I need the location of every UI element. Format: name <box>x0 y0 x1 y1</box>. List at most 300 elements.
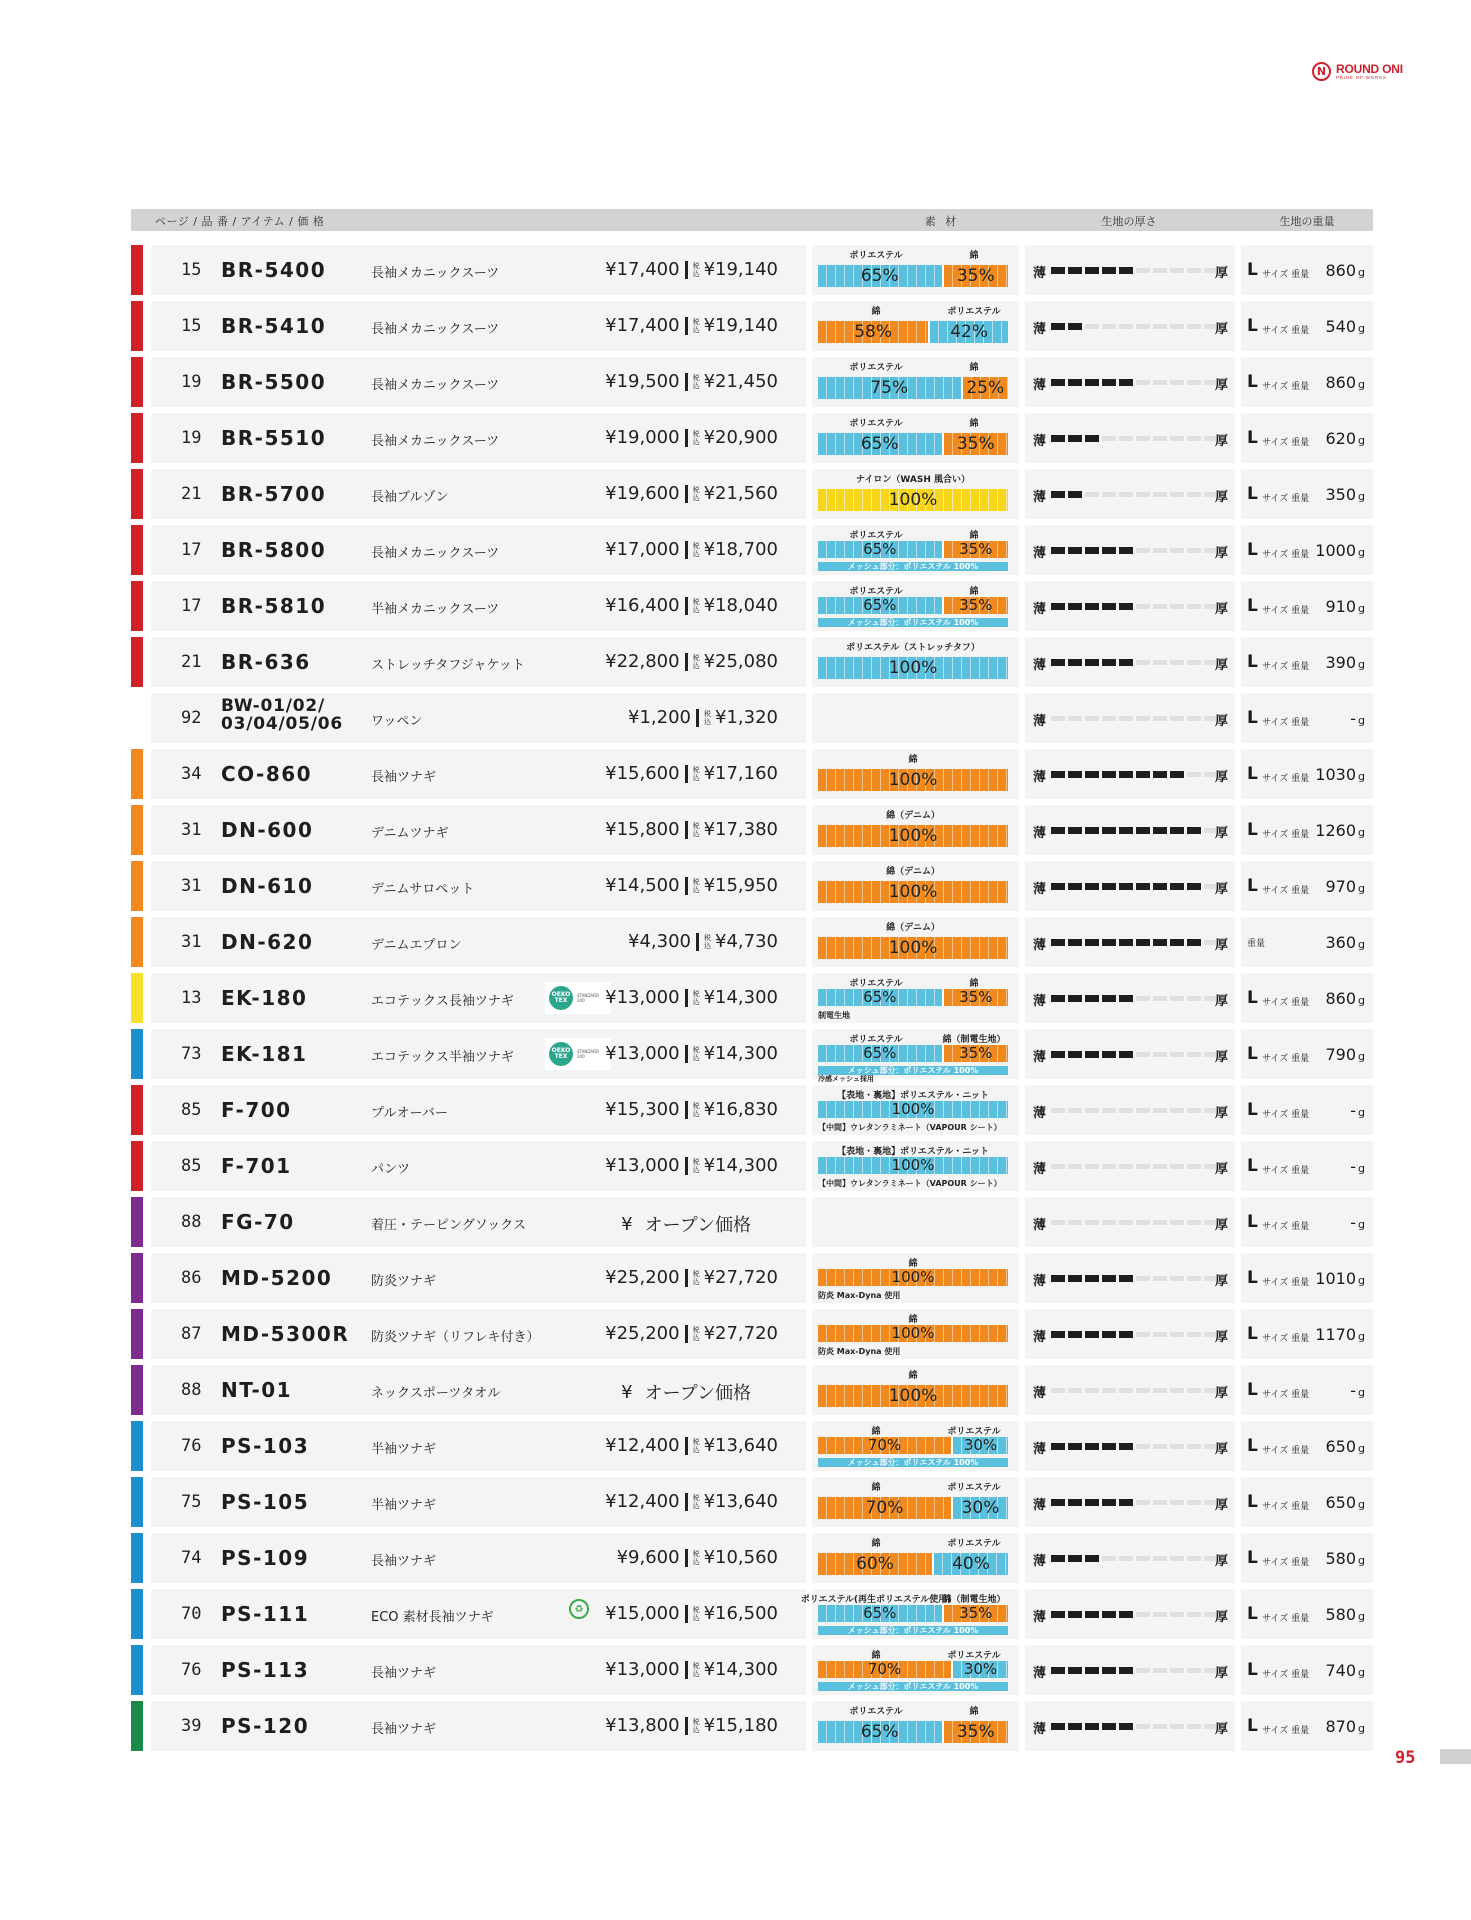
material-cell <box>812 693 1019 743</box>
thickness-tick <box>1170 492 1184 497</box>
thickness-tick <box>1085 827 1099 834</box>
thickness-tick <box>1170 1668 1184 1673</box>
category-stripe <box>131 357 143 407</box>
weight-size-label: サイズ 重量 <box>1262 1278 1310 1288</box>
thickness-tick <box>1170 716 1184 721</box>
item-name: パンツ <box>371 1162 411 1177</box>
thickness-tick <box>1119 1388 1133 1393</box>
price <box>605 1659 778 1680</box>
catalog-page: 76 <box>181 1436 202 1456</box>
material-cell <box>812 1309 1019 1359</box>
thin-label: 薄 <box>1033 882 1047 897</box>
category-stripe <box>131 1197 143 1247</box>
item-cell <box>151 749 806 799</box>
tax-char: 込 <box>692 549 700 558</box>
thickness-tick <box>1136 827 1150 834</box>
tax-char: 税 <box>692 989 700 998</box>
thickness-tick <box>1170 1108 1184 1113</box>
catalog-page: 21 <box>181 652 202 672</box>
catalog-page: 21 <box>181 484 202 504</box>
weight-size-label: サイズ 重量 <box>1262 1502 1310 1512</box>
price-separator <box>685 597 688 615</box>
material-note: メッシュ部分：ポリエステル 100% <box>818 1626 1008 1635</box>
thin-label: 薄 <box>1033 714 1047 729</box>
thickness-cell <box>1025 917 1235 967</box>
thickness-scale <box>1051 1276 1218 1282</box>
material-bar <box>818 489 1008 511</box>
weight-size-letter: L <box>1247 596 1258 616</box>
thickness-tick <box>1136 492 1150 497</box>
thickness-tick <box>1051 1331 1065 1338</box>
thickness-tick <box>1153 1444 1167 1449</box>
thickness-cell <box>1025 581 1235 631</box>
thickness-tick <box>1051 716 1065 721</box>
weight-number: 580 <box>1325 1605 1357 1624</box>
thickness-tick <box>1153 1388 1167 1393</box>
material-name: 綿 <box>871 307 881 317</box>
catalog-page: 88 <box>181 1380 202 1400</box>
tax-char: 税 <box>692 1101 700 1110</box>
table-row <box>131 581 1373 631</box>
catalog-page: 17 <box>181 596 202 616</box>
table-row <box>131 1197 1373 1247</box>
item-cell <box>151 637 806 687</box>
oeko-tex-line: 100 <box>577 998 585 1003</box>
thick-label: 厚 <box>1214 658 1228 673</box>
thickness-tick <box>1051 939 1065 946</box>
tax-char: 税 <box>692 429 700 438</box>
thickness-scale <box>1051 1108 1218 1113</box>
thickness-tick <box>1102 267 1116 274</box>
price-incl-tax: ¥4,730 <box>715 931 778 952</box>
thickness-scale <box>1051 772 1218 778</box>
catalog-page: 73 <box>181 1044 202 1064</box>
thickness-tick <box>1068 716 1082 721</box>
table-row <box>131 1701 1373 1751</box>
tax-char: 税 <box>692 485 700 494</box>
tax-included-mark <box>693 766 700 782</box>
thickness-cell <box>1025 693 1235 743</box>
price-separator <box>685 1493 688 1511</box>
material-percent: 65% <box>860 266 899 286</box>
price-excl-tax: ¥12,400 <box>605 1435 680 1456</box>
weight-unit: g <box>1358 602 1365 615</box>
thick-label: 厚 <box>1214 1666 1228 1681</box>
tax-char: 込 <box>692 773 700 782</box>
weight-size-letter: L <box>1247 1380 1258 1400</box>
table-row <box>131 469 1373 519</box>
product-code: DN-600 <box>221 818 314 842</box>
thickness-tick <box>1068 1051 1082 1058</box>
weight-unit: g <box>1358 714 1365 727</box>
price <box>605 1043 778 1064</box>
tax-included-mark <box>693 1326 700 1342</box>
thickness-tick <box>1085 1611 1099 1618</box>
thin-label: 薄 <box>1033 1218 1047 1233</box>
weight-size-label: サイズ 重量 <box>1262 270 1310 280</box>
material-bar <box>818 825 1008 847</box>
price-incl-tax: ¥16,500 <box>703 1603 778 1624</box>
price <box>605 315 778 336</box>
thickness-tick <box>1068 491 1082 498</box>
table-row <box>131 749 1373 799</box>
tax-included-mark <box>693 822 700 838</box>
weight-value <box>1350 1381 1365 1400</box>
thickness-tick <box>1051 771 1065 778</box>
item-cell <box>151 1365 806 1415</box>
thickness-tick <box>1085 716 1099 721</box>
thickness-tick <box>1102 1556 1116 1561</box>
thickness-tick <box>1051 547 1065 554</box>
weight-size-letter: L <box>1247 1156 1258 1176</box>
item-cell <box>151 805 806 855</box>
price-yen: ¥ <box>621 1381 633 1403</box>
thick-label: 厚 <box>1214 266 1228 281</box>
material-segment <box>818 1157 1008 1174</box>
weight-cell <box>1241 1197 1373 1247</box>
thickness-cell <box>1025 1477 1235 1527</box>
tax-char: 税 <box>692 877 700 886</box>
product-code: PS-111 <box>221 1602 310 1626</box>
material-segment <box>818 989 942 1006</box>
weight-value <box>1315 1325 1365 1344</box>
price-incl-tax: ¥14,300 <box>703 1659 778 1680</box>
thin-label: 薄 <box>1033 1330 1047 1345</box>
item-name: 長袖メカニックスーツ <box>371 546 500 561</box>
thickness-tick <box>1085 995 1099 1002</box>
thickness-tick <box>1051 827 1065 834</box>
thick-label: 厚 <box>1214 1274 1228 1289</box>
item-name: 半袖メカニックスーツ <box>371 602 500 617</box>
price-separator <box>685 261 688 279</box>
weight-number: - <box>1350 709 1357 728</box>
thickness-tick <box>1068 1611 1082 1618</box>
material-cell <box>812 917 1019 967</box>
price-yen: ¥ <box>621 1213 633 1235</box>
thickness-tick <box>1119 324 1133 329</box>
material-name: ポリエステル <box>849 363 903 373</box>
oeko-tex-line: STANDARD <box>577 1049 600 1054</box>
thickness-tick <box>1068 883 1082 890</box>
material-name: 綿（制電生地） <box>942 1035 1006 1045</box>
material-segment <box>818 1385 1008 1407</box>
tax-char: 込 <box>692 1109 700 1118</box>
weight-value <box>1315 1269 1365 1288</box>
weight-unit: g <box>1358 266 1365 279</box>
material-bar <box>818 881 1008 903</box>
material-percent: 100% <box>891 1269 935 1286</box>
item-cell <box>151 357 806 407</box>
thickness-tick <box>1119 716 1133 721</box>
thickness-scale <box>1051 1388 1218 1393</box>
thick-label: 厚 <box>1214 1386 1228 1401</box>
thickness-scale <box>1051 1444 1218 1450</box>
thickness-scale <box>1051 1500 1218 1506</box>
thickness-tick <box>1153 1108 1167 1113</box>
material-segment <box>818 657 1008 679</box>
material-percent: 100% <box>888 1386 938 1406</box>
thickness-tick <box>1051 1667 1065 1674</box>
thickness-tick <box>1102 1723 1116 1730</box>
thin-label: 薄 <box>1033 770 1047 785</box>
category-stripe <box>131 1589 143 1639</box>
product-code: NT-01 <box>221 1378 293 1402</box>
item-cell <box>151 245 806 295</box>
price <box>605 1267 778 1288</box>
material-bar <box>818 1437 1008 1454</box>
material-percent: 65% <box>863 989 897 1006</box>
item-name: 着圧・テーピングソックス <box>371 1218 526 1233</box>
weight-cell <box>1241 1589 1373 1639</box>
price-excl-tax: ¥25,200 <box>605 1323 680 1344</box>
material-percent: 35% <box>959 1605 993 1622</box>
material-percent: 100% <box>888 658 938 678</box>
thick-label: 厚 <box>1214 546 1228 561</box>
category-stripe <box>131 1085 143 1135</box>
header-col-weight: 生地の重量 <box>1279 215 1335 228</box>
tax-char: 込 <box>692 1165 700 1174</box>
weight-unit: g <box>1358 1218 1365 1231</box>
product-code: PS-103 <box>221 1434 310 1458</box>
material-bar <box>818 1553 1008 1575</box>
price <box>628 931 778 952</box>
tax-included-mark <box>693 1102 700 1118</box>
thickness-tick <box>1051 1275 1065 1282</box>
thickness-tick <box>1187 1388 1201 1393</box>
price-incl-tax: ¥27,720 <box>703 1267 778 1288</box>
thick-label: 厚 <box>1214 602 1228 617</box>
weight-value <box>1325 261 1365 280</box>
material-bar <box>818 1605 1008 1622</box>
thickness-tick <box>1153 716 1167 721</box>
weight-value <box>1350 709 1365 728</box>
table-row <box>131 973 1373 1023</box>
thickness-tick <box>1187 1556 1201 1561</box>
item-cell <box>151 693 806 743</box>
price <box>605 1603 778 1624</box>
price-incl-tax: ¥1,320 <box>715 707 778 728</box>
material-name: ポリエステル <box>947 307 1001 317</box>
weight-unit: g <box>1358 1722 1365 1735</box>
material-segment <box>942 265 1009 287</box>
price-excl-tax: ¥19,000 <box>605 427 680 448</box>
weight-number: 860 <box>1325 989 1357 1008</box>
thickness-cell <box>1025 1589 1235 1639</box>
table-row <box>131 301 1373 351</box>
thin-label: 薄 <box>1033 378 1047 393</box>
material-cell <box>812 1365 1019 1415</box>
thickness-tick <box>1187 883 1201 890</box>
thick-label: 厚 <box>1214 1554 1228 1569</box>
thickness-tick <box>1187 268 1201 273</box>
material-name: ポリエステル(再生ポリエステル使用) <box>800 1595 952 1605</box>
weight-size-label: サイズ 重量 <box>1262 1614 1310 1624</box>
weight-size-label: サイズ 重量 <box>1262 662 1310 672</box>
thin-label: 薄 <box>1033 1554 1047 1569</box>
material-name: 綿（デニム） <box>886 867 940 877</box>
price-separator <box>685 1157 688 1175</box>
material-segment <box>818 1497 951 1519</box>
thickness-tick <box>1068 267 1082 274</box>
thickness-tick <box>1170 1052 1184 1057</box>
recycle-icon: ♻ <box>569 1599 589 1619</box>
weight-cell <box>1241 581 1373 631</box>
weight-value <box>1315 765 1365 784</box>
thickness-tick <box>1051 883 1065 890</box>
weight-unit: g <box>1358 546 1365 559</box>
product-code: EK-180 <box>221 986 308 1010</box>
material-segment <box>951 1497 1008 1519</box>
weight-size-letter: L <box>1247 764 1258 784</box>
material-percent: 65% <box>860 1722 899 1742</box>
tax-char: 込 <box>692 1053 700 1062</box>
weight-size-label: サイズ 重量 <box>1262 550 1310 560</box>
thickness-tick <box>1102 324 1116 329</box>
material-percent: 70% <box>867 1437 902 1454</box>
price-incl-tax: ¥18,700 <box>703 539 778 560</box>
tax-char: 税 <box>692 1325 700 1334</box>
material-percent: 100% <box>891 1157 935 1174</box>
weight-unit: g <box>1358 1106 1365 1119</box>
thickness-tick <box>1051 379 1065 386</box>
product-code: FG-70 <box>221 1210 295 1234</box>
brand-name: ROUND ONI <box>1336 61 1403 76</box>
material-cell <box>812 1085 1019 1135</box>
thickness-tick <box>1170 996 1184 1001</box>
weight-unit: g <box>1358 658 1365 671</box>
thickness-tick <box>1068 771 1082 778</box>
price-incl-tax: ¥15,180 <box>703 1715 778 1736</box>
price <box>605 371 778 392</box>
material-note: 【中間】ウレタンラミネート（VAPOUR シート） <box>818 1123 1002 1132</box>
material-note: 【中間】ウレタンラミネート（VAPOUR シート） <box>818 1179 1002 1188</box>
thickness-tick <box>1136 436 1150 441</box>
price-excl-tax: ¥17,400 <box>605 315 680 336</box>
thickness-tick <box>1136 268 1150 273</box>
material-name: ポリエステル（ストレッチタフ） <box>846 643 980 653</box>
thickness-cell <box>1025 973 1235 1023</box>
weight-cell <box>1241 469 1373 519</box>
thickness-tick <box>1102 1051 1116 1058</box>
table-row <box>131 1421 1373 1471</box>
item-cell <box>151 1589 806 1639</box>
material-cell <box>812 973 1019 1023</box>
material-cell <box>812 469 1019 519</box>
thickness-tick <box>1051 659 1065 666</box>
tax-included-mark <box>693 1606 700 1622</box>
weight-value <box>1315 821 1365 840</box>
weight-number: - <box>1350 1101 1357 1120</box>
price <box>621 1379 751 1405</box>
thickness-tick <box>1170 1556 1184 1561</box>
thickness-tick <box>1170 1500 1184 1505</box>
material-segment <box>932 1553 1008 1575</box>
thick-label: 厚 <box>1214 1106 1228 1121</box>
category-stripe <box>131 1477 143 1527</box>
material-name: ポリエステル <box>849 251 903 261</box>
tax-char: 税 <box>692 541 700 550</box>
tax-char: 税 <box>692 765 700 774</box>
thickness-tick <box>1085 1164 1099 1169</box>
material-segment <box>818 1325 1008 1342</box>
thin-label: 薄 <box>1033 1610 1047 1625</box>
weight-value <box>1325 653 1365 672</box>
thickness-tick <box>1085 1108 1099 1113</box>
thin-label: 薄 <box>1033 1666 1047 1681</box>
category-stripe <box>131 917 143 967</box>
table-row <box>131 1645 1373 1695</box>
price-separator <box>685 1549 688 1567</box>
catalog-page: 76 <box>181 1660 202 1680</box>
price-incl-tax: ¥10,560 <box>703 1547 778 1568</box>
table-row <box>131 245 1373 295</box>
product-code: DN-620 <box>221 930 314 954</box>
price-separator <box>685 541 688 559</box>
tax-char: 税 <box>704 933 712 942</box>
brand-mark-icon: N <box>1312 62 1331 81</box>
material-name: 綿 <box>969 979 979 989</box>
thickness-tick <box>1170 1388 1184 1393</box>
thickness-scale <box>1051 324 1218 330</box>
material-percent: 58% <box>854 322 892 342</box>
weight-unit: g <box>1358 1386 1365 1399</box>
material-name: ポリエステル <box>947 1651 1001 1661</box>
material-percent: 100% <box>888 770 938 790</box>
item-name: 長袖ツナギ <box>371 1722 437 1737</box>
thickness-scale <box>1051 268 1218 274</box>
material-bar <box>818 989 1008 1006</box>
price-incl-tax: ¥19,140 <box>703 259 778 280</box>
weight-size-letter: L <box>1247 1212 1258 1232</box>
material-cell <box>812 1533 1019 1583</box>
thickness-tick <box>1051 1051 1065 1058</box>
thickness-tick <box>1051 1611 1065 1618</box>
thickness-tick <box>1187 1276 1201 1281</box>
thick-label: 厚 <box>1214 322 1228 337</box>
weight-value <box>1325 989 1365 1008</box>
weight-size-letter: L <box>1247 1716 1258 1736</box>
material-note: メッシュ部分：ポリエステル 100% <box>818 1458 1008 1467</box>
weight-cell <box>1241 1533 1373 1583</box>
thickness-tick <box>1153 1668 1167 1673</box>
weight-size-letter: L <box>1247 260 1258 280</box>
thickness-tick <box>1102 939 1116 946</box>
price-excl-tax: ¥1,200 <box>628 707 692 728</box>
price-incl-tax: ¥17,160 <box>703 763 778 784</box>
weight-cell <box>1241 1645 1373 1695</box>
material-cell <box>812 357 1019 407</box>
thickness-tick <box>1085 1443 1099 1450</box>
weight-value <box>1325 1549 1365 1568</box>
thickness-scale <box>1051 1220 1218 1225</box>
tax-char: 税 <box>692 1605 700 1614</box>
eco-mark-badge <box>562 1599 596 1631</box>
price-incl-tax: ¥21,450 <box>703 371 778 392</box>
thin-label: 薄 <box>1033 322 1047 337</box>
thickness-tick <box>1051 323 1065 330</box>
price-excl-tax: ¥15,800 <box>605 819 680 840</box>
tax-char: 税 <box>692 1437 700 1446</box>
weight-number: - <box>1350 1213 1357 1232</box>
weight-unit: g <box>1358 1330 1365 1343</box>
material-percent: 65% <box>860 434 899 454</box>
material-note-2: 冷感メッシュ採用 <box>818 1075 874 1083</box>
material-segment <box>818 1721 942 1743</box>
product-code: PS-113 <box>221 1658 310 1682</box>
thickness-tick <box>1102 883 1116 890</box>
material-percent: 35% <box>959 541 993 558</box>
weight-size-label: サイズ 重量 <box>1262 606 1310 616</box>
